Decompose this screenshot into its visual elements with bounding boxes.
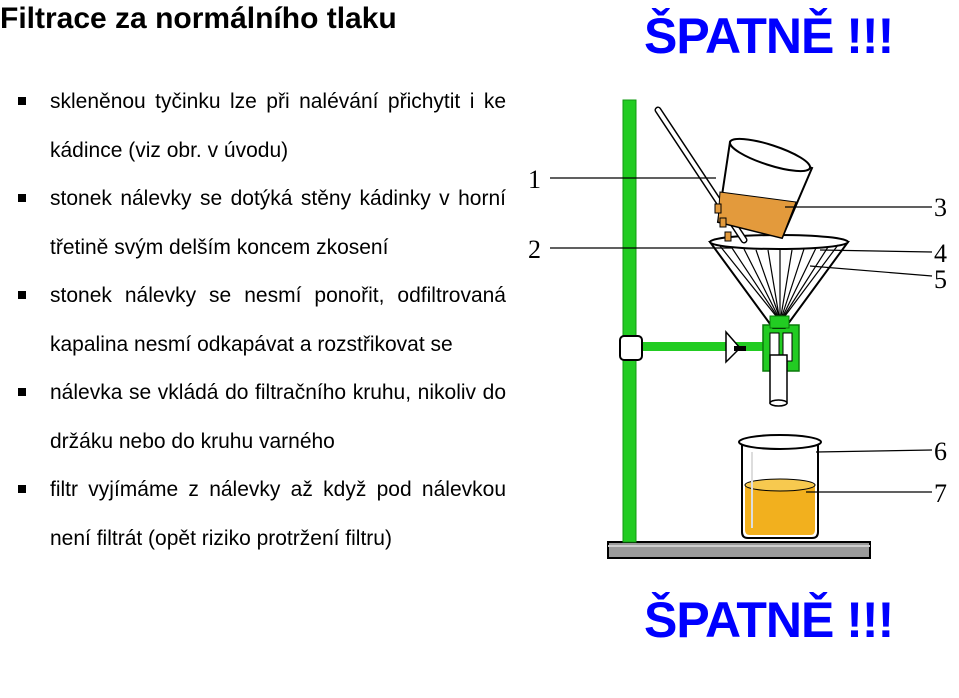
slide-title: Filtrace za normálního tlaku	[0, 2, 397, 35]
bullet-text: stonek nálevky se dotýká stěny kádinky v horní třetině svým delším koncem zkosení	[50, 187, 506, 259]
figure-label-4: 4	[934, 239, 947, 268]
pouring-beaker	[718, 133, 813, 238]
bullet-square-icon	[18, 194, 26, 202]
bullet-item	[18, 272, 506, 369]
bullet-text: stonek nálevky se nesmí ponořit, odfiltrovaná kapalina nesmí odkapávat a rozstřikovat se	[50, 284, 506, 356]
bullet-list	[18, 78, 506, 563]
bullet-item	[18, 466, 506, 563]
funnel-stem	[770, 355, 787, 406]
bullet-square-icon	[18, 485, 26, 493]
bullet-item	[18, 175, 506, 272]
figure-label-3: 3	[934, 193, 947, 222]
bullet-square-icon	[18, 97, 26, 105]
funnel-with-filter	[710, 235, 848, 328]
bullet-square-icon	[18, 388, 26, 396]
figure-label-2: 2	[528, 235, 541, 264]
receiving-beaker	[739, 435, 821, 538]
filtration-apparatus-figure	[520, 80, 959, 580]
figure-label-7: 7	[934, 479, 947, 508]
figure-label-5: 5	[934, 265, 947, 294]
bullet-text: skleněnou tyčinku lze při nalévání přichytit i ke kádince (viz obr. v úvodu)	[50, 90, 506, 162]
figure-label-1: 1	[528, 165, 541, 194]
stand-base	[608, 542, 870, 558]
bullet-text: filtr vyjímáme z nálevky až když pod nálevkou není filtrát (opět riziko protržení filtru)	[50, 478, 506, 550]
bullet-text: nálevka se vkládá do filtračního kruhu, nikoliv do držáku nebo do kruhu varného	[50, 381, 506, 453]
wrong-warning-bottom: ŠPATNĚ !!!	[644, 592, 894, 648]
wrong-warning-top: ŠPATNĚ !!!	[644, 8, 894, 64]
bullet-item	[18, 369, 506, 466]
figure-label-6: 6	[934, 437, 947, 466]
bullet-item	[18, 78, 506, 175]
stand-rod	[623, 100, 636, 542]
bullet-square-icon	[18, 291, 26, 299]
